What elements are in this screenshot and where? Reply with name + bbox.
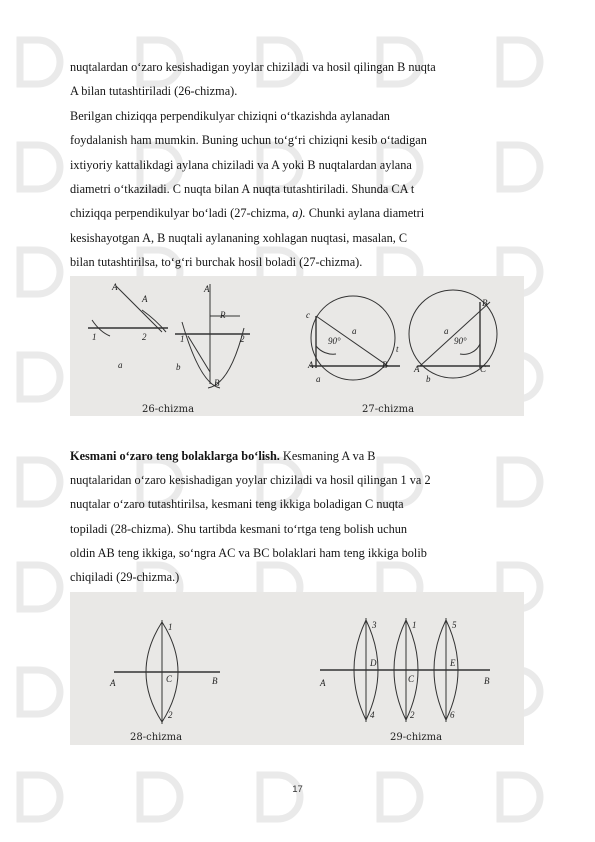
point-label: C	[408, 674, 415, 684]
point-label: A	[110, 678, 116, 688]
section-heading-line	[70, 449, 376, 463]
point-label: 2	[142, 332, 147, 342]
point-label: 2	[410, 710, 415, 720]
watermark-glyph	[20, 670, 60, 714]
text-line: ixtiyoriy kattalikdagi aylana chiziladi va A yoki B nuqtalardan aylana	[70, 158, 412, 172]
watermark-glyph	[500, 460, 540, 504]
watermark-glyph	[20, 40, 60, 84]
point-label: 3	[372, 620, 377, 630]
figure-28-29	[70, 592, 524, 745]
watermark-glyph	[20, 250, 60, 294]
watermark-glyph	[20, 355, 60, 399]
point-label: E	[450, 658, 456, 668]
caption-27: 27-chizma	[362, 404, 415, 415]
point-label: B	[382, 360, 388, 370]
text-run: chiziqqa perpendikulyar bo‘ladi (27-chizma,	[70, 206, 293, 220]
point-label: C	[480, 364, 487, 374]
watermark-glyph	[140, 775, 180, 819]
point-label: c	[306, 310, 310, 320]
point-label: A	[142, 294, 148, 304]
point-label: B	[212, 676, 218, 686]
point-label: b	[426, 374, 431, 384]
point-label: a	[444, 326, 449, 336]
watermark-glyph	[500, 775, 540, 819]
text-line: kesishayotgan A, B nuqtali aylananing xohlagan nuqtasi, masalan, C	[70, 231, 408, 245]
point-label: 1	[180, 334, 185, 344]
text-line: oldin AB teng ikkiga, so‘ngra AC va BC bolaklari ham teng ikkiga bolib	[70, 546, 427, 560]
point-label: 4	[370, 710, 375, 720]
watermark-glyph	[260, 775, 300, 819]
point-label: R	[220, 310, 226, 320]
point-label: C	[166, 674, 173, 684]
text-line: bilan tutashtirilsa, to‘g‘ri burchak hosil boladi (27-chizma).	[70, 255, 363, 269]
point-label: A	[414, 364, 420, 374]
point-label: 1	[168, 622, 173, 632]
point-label: 5	[452, 620, 457, 630]
italic-ref: a).	[292, 206, 306, 220]
caption-29: 29-chizma	[390, 732, 443, 743]
watermark-glyph	[20, 460, 60, 504]
text-line: foydalanish ham mumkin. Buning uchun to‘g‘ri chiziqni kesib o‘tadigan	[70, 133, 427, 147]
point-label: B	[482, 298, 488, 308]
point-label: 6	[450, 710, 455, 720]
text-line: diametri o‘tkaziladi. C nuqta bilan A nuqta tutashtiriladi. Shunda CA t	[70, 182, 415, 196]
text-line: Berilgan chiziqqa perpendikulyar chiziqni o‘tkazishda aylanadan	[70, 109, 390, 123]
watermark-glyph	[20, 775, 60, 819]
text-line: nuqtalaridan o‘zaro kesishadigan yoylar chiziladi va hosil qilingan 1 va 2	[70, 473, 431, 487]
watermark-glyph	[380, 775, 420, 819]
text-line-mixed	[70, 206, 424, 220]
point-label: a	[352, 326, 357, 336]
text-run: Kesmaning A va B	[279, 449, 376, 463]
point-label: b	[176, 362, 181, 372]
point-label: A	[204, 284, 210, 294]
figure-26-27-drawing	[70, 276, 524, 416]
point-label: B	[484, 676, 490, 686]
text-line: A bilan tutashtiriladi (26-chizma).	[70, 84, 238, 98]
point-label: 2	[168, 710, 173, 720]
caption-28: 28-chizma	[130, 732, 183, 743]
figure-28-29-drawing	[70, 592, 524, 745]
text-line: topiladi (28-chizma). Shu tartibda kesmani to‘rtga teng bolish uchun	[70, 522, 408, 536]
watermark-glyph	[20, 565, 60, 609]
text-run: Chunki aylana diametri	[308, 206, 425, 220]
point-label: 90°	[328, 336, 341, 346]
text-line: nuqtalardan o‘zaro kesishadigan yoylar chiziladi va hosil qilingan B nuqta	[70, 60, 436, 74]
point-label: 90°	[454, 336, 467, 346]
text-line: chiqiladi (29-chizma.)	[70, 570, 180, 584]
point-label: A	[308, 360, 314, 370]
point-label: B	[214, 378, 220, 388]
point-label: A	[112, 282, 118, 292]
point-label: 1	[92, 332, 97, 342]
point-label: a	[316, 374, 321, 384]
watermark-glyph	[500, 145, 540, 189]
point-label: 1	[412, 620, 417, 630]
point-label: 2	[240, 334, 245, 344]
figure-26-27	[70, 276, 524, 416]
caption-26: 26-chizma	[142, 404, 195, 415]
text-line: nuqtalar o‘zaro tutashtirilsa, kesmani teng ikkiga boladigan C nuqta	[70, 497, 404, 511]
point-label: t	[396, 344, 399, 354]
section-heading: Kesmani o‘zaro teng bolaklarga bo‘lish.	[70, 449, 280, 463]
point-label: a	[118, 360, 123, 370]
page-number: 17	[292, 784, 303, 795]
watermark-glyph	[500, 40, 540, 84]
watermark-glyph	[20, 145, 60, 189]
point-label: A	[320, 678, 326, 688]
point-label: D	[370, 658, 377, 668]
